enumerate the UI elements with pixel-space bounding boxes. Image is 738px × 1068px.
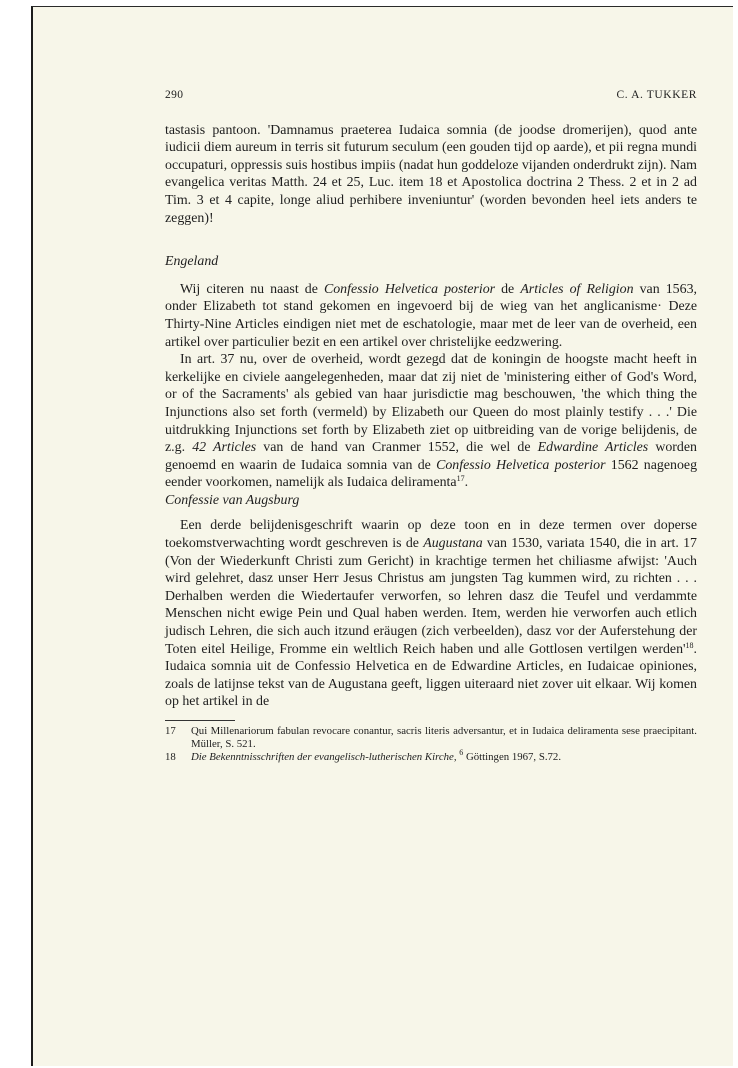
footnote-number: 18	[165, 751, 176, 763]
book-page	[31, 6, 733, 1066]
paragraph-continuation: tastasis pantoon. 'Damnamus praeterea Iudaica somnia (de joodse dromerijen), quod ante iudicii diem aureum in terris sit futurum seculum (een gouden tijd op aarde), et pii regna mundi occupaturi, oppressis suis hostibus impiis (nadat hun goddeloze vijanden onderdrukt zijn). Nam evangelica veritas Matth. 24 et 25, Luc. item 18 et Apostolica doctrina 2 Thess. 2 et in 2 ad Tim. 3 et 4 capite, longe aliud perhibere inveniuntur' (worden bevonden heel iets anders te zeggen)!	[165, 122, 697, 226]
page-text	[165, 87, 697, 764]
running-header	[165, 87, 697, 105]
footnote-number: 17	[165, 725, 176, 737]
section-heading-engeland: Engeland	[165, 254, 219, 270]
footnote-text: Qui Millenariorum fabulan revocare conantur, sacris literis adversantur, et in Iudaica deliramenta sese praecipitant. Müller, S. 521.	[191, 725, 697, 750]
paragraph-art-37: In art. 37 nu, over de overheid, wordt gezegd dat de koningin de hoogste macht heeft in kerkelijke en civiele aangelegenheden, maar dat zij niet de 'ministering either of God's Word, or of the Sacraments' als gebied van haar jurisdictie mag beschouwen, 'the which thing the Injunctions also set forth (vermeld) by Elizabeth our Queen do most plainly testify . . .' Die uitdrukking Injunctions set forth by Elizabeth ziet op uitbreiding van de vorige belijdenis, de z.g. 42 Articles van de hand van Cranmer 1552, die wel de Edwardine Articles worden genoemd en waarin de Iudaica somnia van de Confessio Helvetica posterior 1562 nagenoeg eender voorkomen, namelijk als Iudaica deliramenta$^{17}$.	[165, 352, 698, 491]
footnote-text: Die Bekenntnisschriften der evangelisch-lutherischen Kirche, $^6$ Göttingen 1967, S.72.	[191, 748, 562, 763]
footnote-18	[165, 748, 697, 764]
paragraph-augustana: Een derde belijdenisgeschrift waarin op deze toon en in deze termen over doperse toekomstverwachting wordt geschreven is de Augustana van 1530, variata 1540, die in art. 17 (Von der Wiederkunft Christi zum Gericht) in krachtige termen het chiliasme afwijst: 'Auch wird gelehret, dasz unser Herr Jesus Christus am jungsten Tag kummen wird, zu richten . . . Derhalben werden die Wiedertaufer verworfen, so lehren dasz die Teufel und verdammte Menschen nicht ewige Pein und Qual haben werden. Item, werden hie verworfen auch etlich judisch Lehren, die sich auch itzund eräugen (zich verbeelden), dasz vor der Auferstehung der Toten eitel Heilige, Fromme ein weltlich Reich haben und alle Gottlosen vertilgen $werden'^{18}$. Iudaica somnia uit de Confessio Helvetica en de Edwardine Articles, en Iudaicae opiniones, zoals de latijnse tekst van de Augustana geeft, liggen uiteraard niet zover uit elkaar. Wij komen op het artikel in de	[165, 518, 698, 710]
paragraph-articles-of-religion: Wij citeren nu naast de Confessio Helvetica posterior de Articles of Religion van 1563, onder Elizabeth tot stand gekomen en ingevoerd bij de wieg van het anglicanisme· Deze Thirty-Nine Articles eindigen niet met de eschatologie, maar met de leer van de overheid, een artikel over particulier bezit en een artikel over christelijke eedzwering.	[165, 281, 697, 350]
footnote-divider	[165, 720, 235, 721]
footnote-ref-17: 17	[456, 474, 465, 484]
section-heading-augsburg: Confessie van Augsburg	[165, 492, 300, 508]
footnote-17	[165, 725, 697, 751]
running-head-author: C. A. TUKKER	[616, 89, 697, 101]
page-number: 290	[165, 89, 184, 101]
footnote-ref-18: 18	[685, 640, 694, 650]
